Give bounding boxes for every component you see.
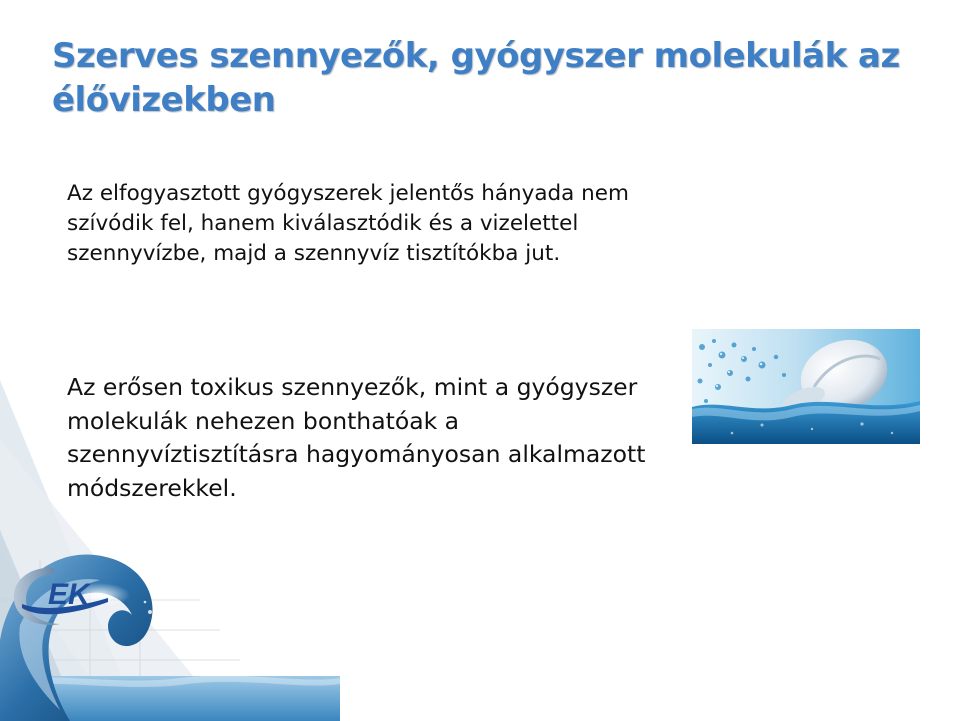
paragraph-2: Az erősen toxikus szennyezők, mint a gyógyszer molekulák nehezen bonthatóak a szennyvíztisztításra hagyományosan alkalmazott módszerekkel. xyxy=(67,373,646,502)
pill-in-water-photo xyxy=(692,329,920,444)
logo-text: EK xyxy=(48,578,90,611)
ek-logo xyxy=(8,560,118,635)
paragraph-1: Az elfogyasztott gyógyszerek jelentős hányada nem szívódik fel, hanem kiválasztódik és a vizelettel szennyvízbe, majd a szennyvíz tisztítókba jut. xyxy=(67,181,629,266)
pill-in-water-graphic xyxy=(692,329,920,444)
slide-title: Szerves szennyezők, gyógyszer molekulák az élővizekben xyxy=(52,36,900,120)
ek-swoosh-logo xyxy=(8,560,118,635)
